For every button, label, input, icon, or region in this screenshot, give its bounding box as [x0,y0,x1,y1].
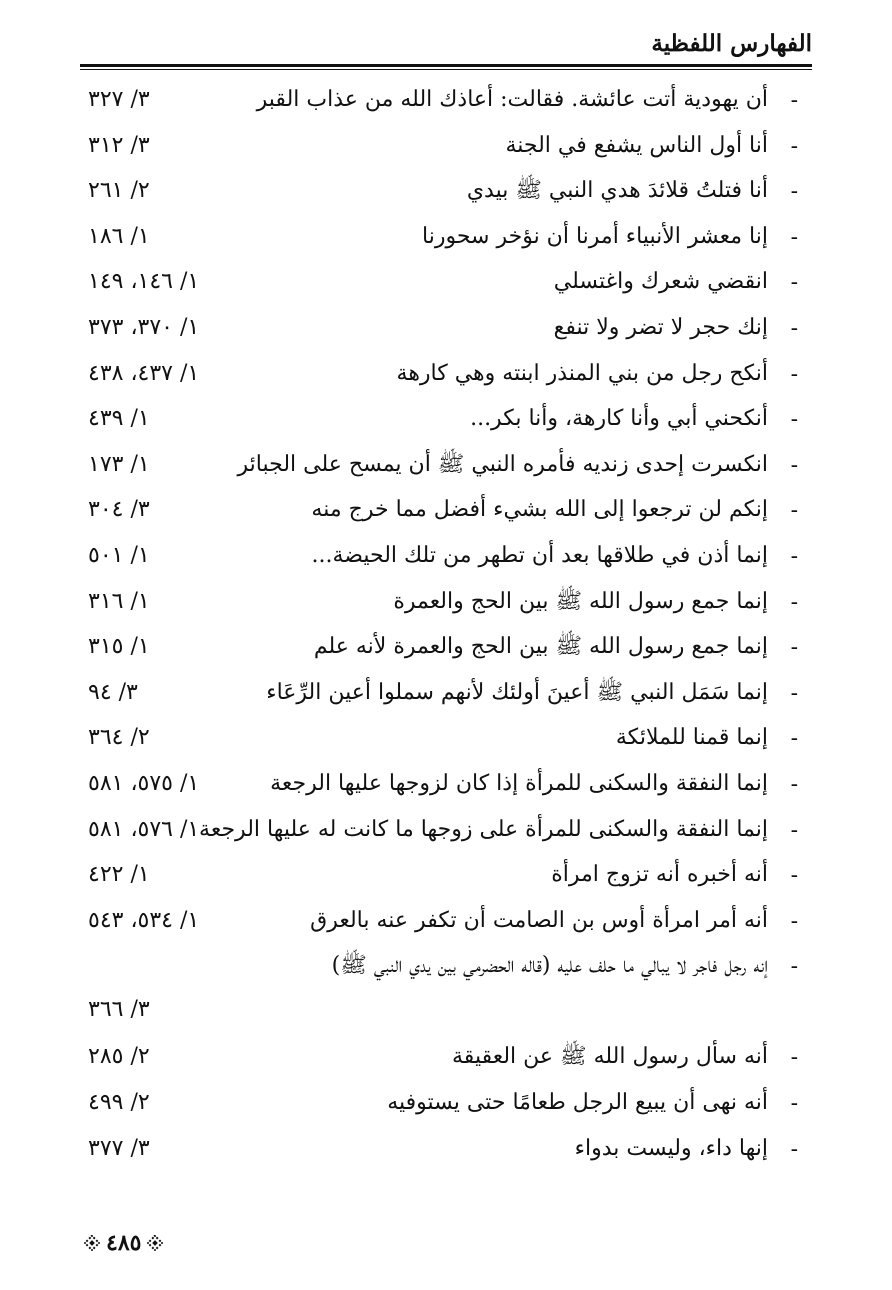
entry-text: أنكحني أبي وأنا كارهة، وأنا بكر... [470,406,768,432]
index-entry [80,944,812,1035]
entry-dash: - [790,315,798,341]
entry-text: أنه سأل رسول الله ﷺ عن العقيقة [452,1044,768,1070]
entry-dash: - [790,407,798,433]
index-entry [80,124,812,170]
entry-text: إنه رجل فاجر لا يبالي ما حلف عليه (قاله الحضرمي بين يدي النبي ﷺ) [331,953,768,979]
entry-reference: ١/ ٥٣٤، ٥٤٣ [88,907,200,933]
entry-reference: ١/ ٥٠١ [88,542,150,568]
entry-text: إنما سَمَل النبي ﷺ أعينَ أولئك لأنهم سملوا أعين الرِّعَاء [266,679,768,705]
index-entry [80,78,812,124]
entry-text: إنا معشر الأنبياء أمرنا أن نؤخر سحورنا [422,223,768,249]
index-entry [80,488,812,534]
entry-reference: ٢/ ٢٦١ [88,178,150,204]
entry-reference: ١/ ١٧٣ [88,451,150,477]
entry-text: أن يهودية أتت عائشة. فقالت: أعاذك الله من عذاب القبر [256,87,768,112]
entry-reference: ١/ ٥٧٦، ٥٨١ [88,816,200,842]
entry-reference: ٣/ ٣٠٤ [88,497,150,523]
entry-reference: ١/ ٥٧٥، ٥٨١ [88,770,200,796]
entry-text: أنكح رجل من بني المنذر ابنته وهي كارهة [396,360,768,386]
entry-reference: ١/ ١٨٦ [88,223,150,249]
entry-reference: ٢/ ٤٩٩ [88,1090,150,1116]
entry-dash: - [790,635,798,661]
index-entry [80,443,812,489]
entry-text: انقضي شعرك واغتسلي [553,269,768,295]
entry-reference: ١/ ١٤٦، ١٤٩ [88,269,200,295]
entry-text: إنك حجر لا تضر ولا تنفع [553,314,768,340]
entry-dash: - [790,589,798,615]
entry-text: إنما النفقة والسكنى للمرأة إذا كان لزوجها عليها الرجعة [270,770,768,796]
entry-reference: ١/ ٤٢٢ [88,862,150,888]
entry-text: انكسرت إحدى زنديه فأمره النبي ﷺ أن يمسح على الجبائر [237,451,768,477]
index-entry [80,1127,812,1173]
entry-reference: ١/ ٤٣٧، ٤٣٨ [88,360,200,386]
ornament-icon [84,1235,100,1251]
index-entry [80,671,812,717]
entry-dash: - [790,543,798,569]
index-entry [80,397,812,443]
entry-text: أنه أمر امرأة أوس بن الصامت أن تكفر عنه بالعرق [310,907,768,933]
entry-dash: - [790,224,798,250]
entry-dash: - [790,908,798,934]
entry-reference: ٣/ ٣١٢ [88,132,150,158]
index-entry [80,853,812,899]
entry-dash: - [790,179,798,205]
entry-reference: ١/ ٣١٥ [88,634,150,660]
index-entry [80,580,812,626]
header-rule-thin [80,69,812,70]
entry-text: إنما قمنا للملائكة [615,725,768,751]
index-entry [80,534,812,580]
entry-dash: - [790,361,798,387]
entry-reference: ٢/ ٣٦٤ [88,725,150,751]
entry-reference: ١/ ٣٧٠، ٣٧٣ [88,314,200,340]
index-entry [80,762,812,808]
entry-dash: - [790,498,798,524]
entry-text: أنه نهى أن يبيع الرجل طعامًا حتى يستوفيه [387,1090,768,1116]
index-entry [80,260,812,306]
entry-dash: - [790,817,798,843]
entry-dash: - [790,270,798,296]
page-footer [84,1228,163,1258]
page-number: ٤٨٥ [106,1230,142,1256]
entry-text: إنما جمع رسول الله ﷺ بين الحج والعمرة لأنه علم [313,634,768,660]
entry-dash: - [790,726,798,752]
index-entry [80,306,812,352]
entry-text: إنما النفقة والسكنى للمرأة على زوجها ما كانت له عليها الرجعة [199,816,768,842]
index-entry [80,352,812,398]
index-entry [80,716,812,762]
entry-dash: - [790,680,798,706]
entry-reference: ٣/ ٣٦٦ [88,997,150,1023]
page-header-title: الفهارس اللفظية [651,30,812,57]
entry-text: أنا أول الناس يشفع في الجنة [505,132,768,158]
entry-dash: - [790,954,798,980]
index-entry [80,899,812,945]
entry-reference: ١/ ٣١٦ [88,588,150,614]
header-rule-thick [80,64,812,67]
entry-dash: - [790,88,798,113]
entry-reference: ١/ ٤٣٩ [88,406,150,432]
ornament-icon [147,1235,163,1251]
entry-text: إنها داء، وليست بدواء [574,1135,768,1161]
entry-text: أنه أخبره أنه تزوج امرأة [551,862,768,888]
entry-dash: - [790,452,798,478]
entry-reference: ٢/ ٢٨٥ [88,1044,150,1070]
entry-text: إنكم لن ترجعوا إلى الله بشيء أفضل مما خرج منه [311,497,768,523]
entry-text: إنما أذن في طلاقها بعد أن تطهر من تلك الحيضة... [311,542,768,568]
entry-reference: ٣/ ٣٢٧ [88,87,150,112]
entry-dash: - [790,771,798,797]
entry-reference: ٣/ ٩٤ [88,679,138,705]
entry-dash: - [790,133,798,159]
index-entries [80,78,812,1172]
entry-reference: ٣/ ٣٧٧ [88,1135,150,1161]
index-entry [80,808,812,854]
entry-dash: - [790,1091,798,1117]
entry-dash: - [790,1136,798,1162]
index-entry [80,625,812,671]
index-entry [80,1035,812,1081]
entry-text: أنا فتلتُ قلائدَ هدي النبي ﷺ بيدي [466,178,768,204]
entry-text: إنما جمع رسول الله ﷺ بين الحج والعمرة [393,588,768,614]
entry-dash: - [790,1045,798,1071]
entry-dash: - [790,863,798,889]
index-entry [80,1081,812,1127]
index-entry [80,169,812,215]
index-entry [80,215,812,261]
